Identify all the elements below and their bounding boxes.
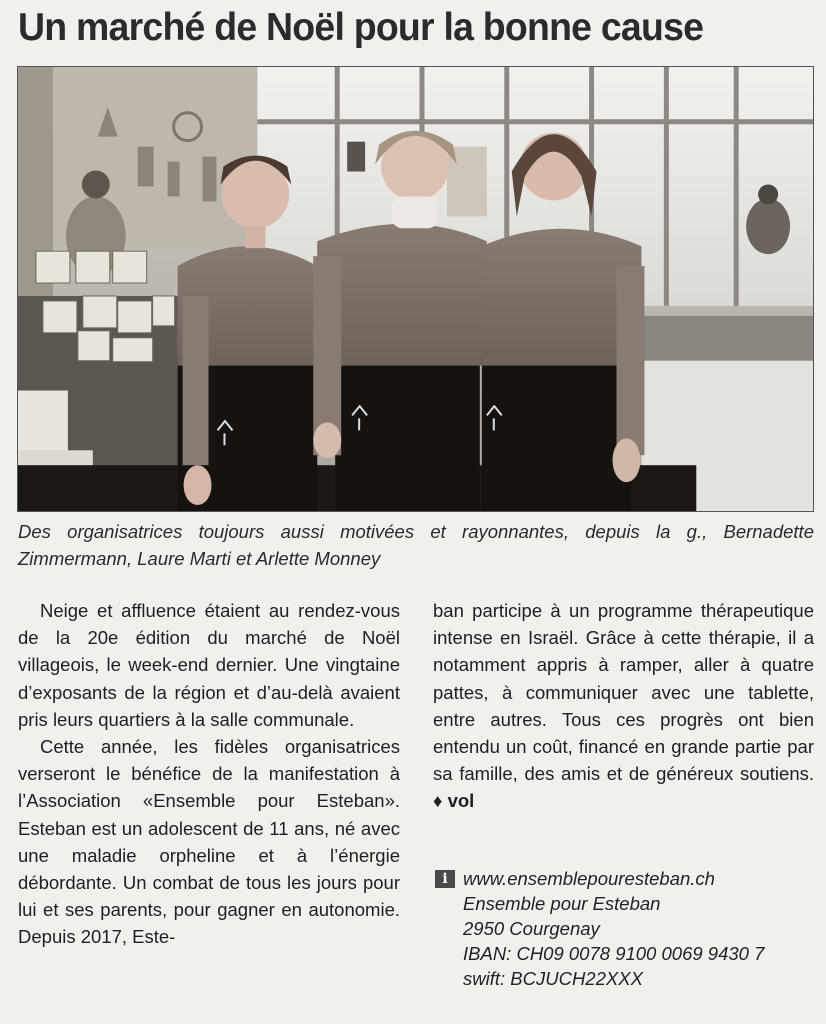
info-swift: swift: BCJUCH22XXX [463,968,643,989]
info-website: www.ensemblepouresteban.ch [463,868,715,889]
info-address: 2950 Courgenay [463,918,600,939]
author-signoff: ♦ vol [433,790,475,812]
article-column-right [433,597,814,815]
article-paragraph-3-text: ban participe à un programme thérapeutique intense en Israël. Grâce à cette thérapie, il a notamment appris à ramper, aller à quatre pattes, à communiquer avec une tablette, entre autres. Tous ces progrès ont bien entendu un coût, financé en grande partie par sa famille, des amis et de généreux soutiens. [433,600,814,785]
info-iban: IBAN: CH09 0078 9100 0069 9430 7 [463,943,765,964]
info-organization: Ensemble pour Esteban [463,893,661,914]
article-photo [17,66,814,512]
photo-three-organizers [18,67,813,511]
photo-caption: Des organisatrices toujours aussi motivées et rayonnantes, depuis la g., Bernadette Zimmermann, Laure Marti et Arlette Monney [18,521,814,569]
article-paragraph-3 [433,597,814,815]
info-icon: i [435,870,455,888]
article-headline: Un marché de Noël pour la bonne cause [18,6,704,49]
article-column-left [18,597,400,951]
info-box [433,866,814,991]
article-paragraph-1: Neige et affluence étaient au rendez-vous de la 20e édition du marché de Noël villageois, le week-end dernier. Une vingtaine d’exposants de la région et d’au-delà avaient pris leurs quartiers à la salle communale. [18,600,400,730]
article-paragraph-2: Cette année, les fidèles organisatrices verseront le bénéfice de la manifestation à l’Association «Ensemble pour Esteban». Esteban est un adolescent de 11 ans, né avec une maladie orpheline et à l’énergie débordante. Un combat de tous les jours pour lui et ses parents, pour gagner en autonomie. Depuis 2017, Este- [18,736,400,948]
